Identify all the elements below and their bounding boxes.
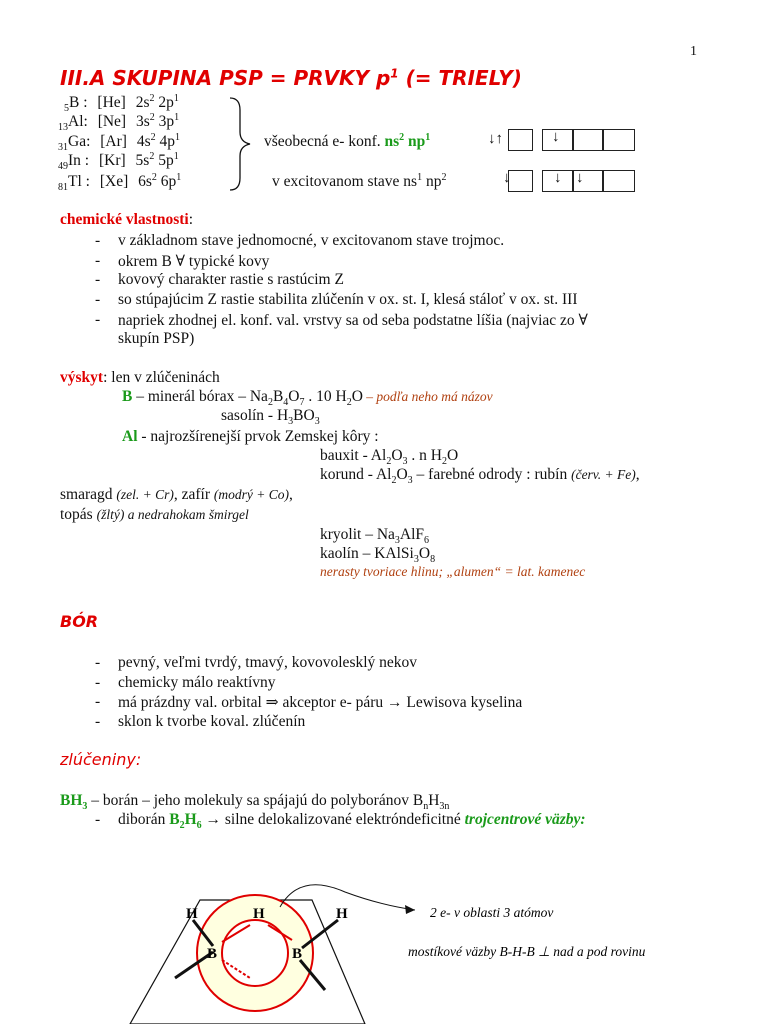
h-label-left: H [186,906,198,922]
element-config-row: $_{81}$Tl : [Xe] $6s^2$ $6p^1$ [58,171,182,193]
occurrence-heading: výskyt: len v zlúčeninách [60,369,220,386]
chem-item: kovový charakter rastie s rastúcim Z [118,271,344,288]
sassolite-line: sasolín - $H_3BO_3$ [221,407,320,428]
chem-heading: chemické vlastnosti: [60,211,194,228]
boron-item: sklon k tvorbe koval. zlúčenín [118,713,306,730]
chem-item: okrem B ∀ typické kovy [118,253,270,270]
borane-line: $BH_3$ – borán – jeho molekuly sa spájajú do polyboránov $B_nH_{3n}$ [60,792,450,813]
electron-down-icon: ↓ [554,170,562,186]
h-label-right: H [336,906,348,922]
orbital-box-s-general [508,129,533,151]
page-title: III.A SKUPINA PSP = PRVKY $p^1$ (= TRIELY) [60,66,522,90]
topaz-line: topás (žltý) a nedrahokam šmirgel [60,506,249,523]
borax-line: B – minerál bórax – $Na_2B_4O_7$ . 10 $H_2O$ – podľa neho má názov [122,388,493,409]
boron-item: pevný, veľmi tvrdý, tmavý, kovovolesklý nekov [118,654,418,671]
orbital-box-p3-excited [602,170,635,192]
corundum-line: korund - $Al_2O_3$ – farebné odrody : rubín (červ. + Fe), [320,466,640,487]
electron-down-icon: ↓ [503,170,511,186]
orbital-box-p3-general [602,129,635,151]
chem-item-continuation: skupín PSP) [118,330,195,347]
chem-item-dash: - [95,252,101,269]
element-config-row: $_{49}$In : [Kr] $5s^2$ $5p^1$ [58,150,179,172]
chem-item-dash: - [95,271,101,288]
orbital-box-p2-general [572,129,604,151]
excited-config: v excitovanom stave $ns^1$ $np^2$ [272,171,447,190]
b-label-right: B [292,946,303,962]
electron-down-icon: ↓ [576,170,584,186]
brace-icon [226,96,256,192]
compounds-heading: zlúčeniny: [60,750,142,769]
orbital-box-s-excited [508,170,533,192]
boron-item: chemicky málo reaktívny [118,674,276,691]
bridge-bond-note: mostíkové väzby B-H-B ⊥ nad a pod rovinu [408,944,646,959]
emerald-line: smaragd (zel. + Cr), zafír (modrý + Co), [60,486,293,503]
chem-item: so stúpajúcim Z rastie stabilita zlúčenín v ox. st. I, klesá stáloť v ox. st. III [118,291,578,308]
page-number: 1 [690,44,697,59]
diborane-line: diborán $B_2H_6 \to silne$ delokalizované elektróndeficitné trojcentrové väzby: [118,811,586,832]
aluminium-line: Al - najrozšírenejší prvok Zemskej kôry : [122,428,379,445]
general-config: všeobecná e- konf. $ns^2$ $np^1$ [264,131,431,150]
electron-note: 2 e- v oblasti 3 atómov [430,905,554,920]
element-config-row: $_{13}$Al: [Ne] $3s^2$ $3p^1$ [58,111,180,133]
electron-down-icon: ↓ [552,129,560,145]
chem-item-dash: - [95,291,101,308]
boron-item-dash: - [95,693,101,710]
element-config-row: $_{31}$Ga: [Ar] $4s^2$ $4p^1$ [58,131,180,153]
chem-item: napriek zhodnej el. konf. val. vrstvy sa od seba podstatne líšia (najviac zo ∀ [118,312,588,329]
b-label-left: B [207,946,218,962]
chem-item: v základnom stave jednomocné, v excitovanom stave trojmoc. [118,232,505,249]
diborane-dash: - [95,811,101,828]
electron-pair-icon: ↓↑ [488,131,503,147]
cryolite-line: kryolit – $Na_3AlF_6$ [320,526,430,547]
bonding-ring-inner [222,920,288,986]
h-label-bridge: H [253,906,265,922]
element-config-row: $_5$B : [He] $2s^2$ $2p^1$ [64,92,179,114]
chem-item-dash: - [95,311,101,328]
bauxite-line: bauxit - $Al_2O_3$ . n $H_2O$ [320,447,459,468]
boron-item-dash: - [95,654,101,671]
diborane-diagram [0,880,768,1024]
boron-item-dash: - [95,713,101,730]
chem-item-dash: - [95,232,101,249]
boron-heading: BÓR [60,612,99,631]
clay-note: nerasty tvoriace hlinu; „alumen“ = lat. kamenec [320,564,586,579]
boron-item-dash: - [95,674,101,691]
kaolin-line: kaolín – $KAlSi_3O_8$ [320,545,436,566]
boron-item: má prázdny val. orbital ⇒ akceptor e- páru → Lewisova kyselina [118,694,523,711]
